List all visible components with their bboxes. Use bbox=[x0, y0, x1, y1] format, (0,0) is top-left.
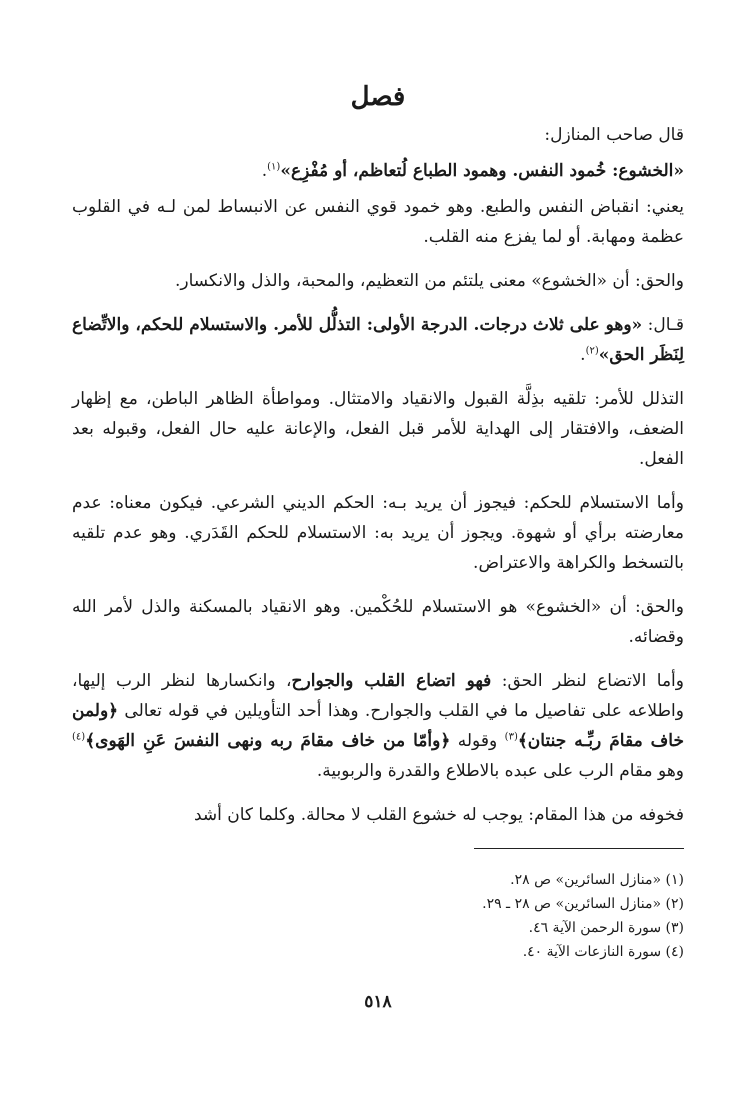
text-segment: ﴿وأمّا من خاف مقامَ ربه ونهى النفسَ عَنِ الهَوى﴾ bbox=[85, 731, 451, 751]
text-segment: وأما الاتضاع لنظر الحق: bbox=[491, 671, 684, 691]
book-page bbox=[72, 0, 684, 1106]
text-segment: فخوفه من هذا المقام: يوجب له خشوع القلب لا محالة. وكلما كان أشد bbox=[193, 805, 684, 825]
text-segment: يعني: انقباض النفس والطبع. وهو خمود قوي النفس عن الانبساط لمن لـه في القلوب عظمة ومهابة. أو لما يفزع منه القلب. bbox=[72, 197, 684, 247]
section-title: فصل bbox=[350, 82, 406, 112]
text-segment: والحق: أن «الخشوع» هو الاستسلام للحُكْمين. وهو الانقياد بالمسكنة والذل لأمر الله وقضائه. bbox=[72, 597, 684, 647]
text-segment: قـال: bbox=[642, 315, 684, 335]
footnote-separator bbox=[474, 848, 684, 849]
paragraph-p8 bbox=[72, 592, 684, 652]
footnote-item: (٣) سورة الرحمن الآية ٤٦. bbox=[528, 920, 684, 936]
text-segment: قال صاحب المنازل: bbox=[544, 125, 684, 145]
footnote-ref: (٣) bbox=[504, 731, 518, 743]
text-segment: وهو مقام الرب على عبده بالاطلاع والقدرة والربوبية. bbox=[316, 761, 684, 781]
footnote-ref: (٢) bbox=[585, 345, 599, 357]
text-segment: وأما الاستسلام للحكم: فيجوز أن يريد بـه: الحكم الديني الشرعي. فيكون معناه: عدم معارضته برأي أو شهوة. ويجوز أن يريد به: الاستسلام للحكم القَدَري. وهو عدم تلقيه بالتسخط والكراهة والاعتراض. bbox=[72, 493, 684, 573]
text-segment: «الخشوع: خُمود النفس. وهمود الطباع لُتعاظم، أو مُفْزِع» bbox=[280, 161, 684, 181]
page-number: ٥١٨ bbox=[364, 992, 392, 1012]
paragraph-p1 bbox=[72, 120, 684, 150]
paragraph-p4 bbox=[72, 266, 684, 296]
paragraph-p2 bbox=[72, 156, 684, 186]
footnote-item: (٢) «منازل السائرين» ص ٢٨ ـ ٢٩. bbox=[482, 896, 684, 912]
footnotes bbox=[72, 868, 684, 964]
text-segment: فهو اتضاع القلب والجوارح bbox=[291, 671, 492, 691]
text-segment: التذلل للأمر: تلقيه بذِلَّة القبول والانقياد والامتثال. ومواطأة الظاهر الباطن، مع إظهار الضعف، والافتقار إلى الهداية للأمر قبل الفعل، والإعانة عليه حال الفعل، وقبوله بعد الفعل. bbox=[72, 389, 684, 469]
paragraph-p5 bbox=[72, 310, 684, 370]
footnote-ref: (١) bbox=[267, 161, 281, 173]
paragraph-p3 bbox=[72, 192, 684, 252]
text-segment: . bbox=[580, 345, 586, 365]
paragraph-p10 bbox=[72, 800, 684, 830]
text-segment: ، وانكسارها لنظر الرب إليها، واطلاعه على تفاصيل ما في القلب والجوارح. وهذا أحد التأويلين في قوله تعالى bbox=[72, 671, 684, 721]
paragraph-p7 bbox=[72, 488, 684, 578]
text-segment: والحق: أن «الخشوع» معنى يلتئم من التعظيم، والمحبة، والذل والانكسار. bbox=[174, 271, 684, 291]
paragraph-p6 bbox=[72, 384, 684, 474]
text-segment: «وهو على ثلاث درجات. الدرجة الأولى: التذلُّل للأمر. والاستسلام للحكم، والاتِّضاع لِنَظَر الحق» bbox=[72, 315, 684, 365]
paragraph-p9 bbox=[72, 666, 684, 786]
main-text bbox=[72, 120, 684, 844]
text-segment: . bbox=[261, 161, 268, 181]
footnote-item: (١) «منازل السائرين» ص ٢٨. bbox=[510, 872, 684, 888]
footnote-ref: (٤) bbox=[72, 731, 86, 743]
text-segment: وقوله bbox=[450, 731, 505, 751]
text-segment: ﴿ولمن خاف مقامَ ربِّـه جنتان﴾ bbox=[72, 701, 684, 751]
footnote-item: (٤) سورة النازعات الآية ٤٠. bbox=[522, 944, 684, 960]
